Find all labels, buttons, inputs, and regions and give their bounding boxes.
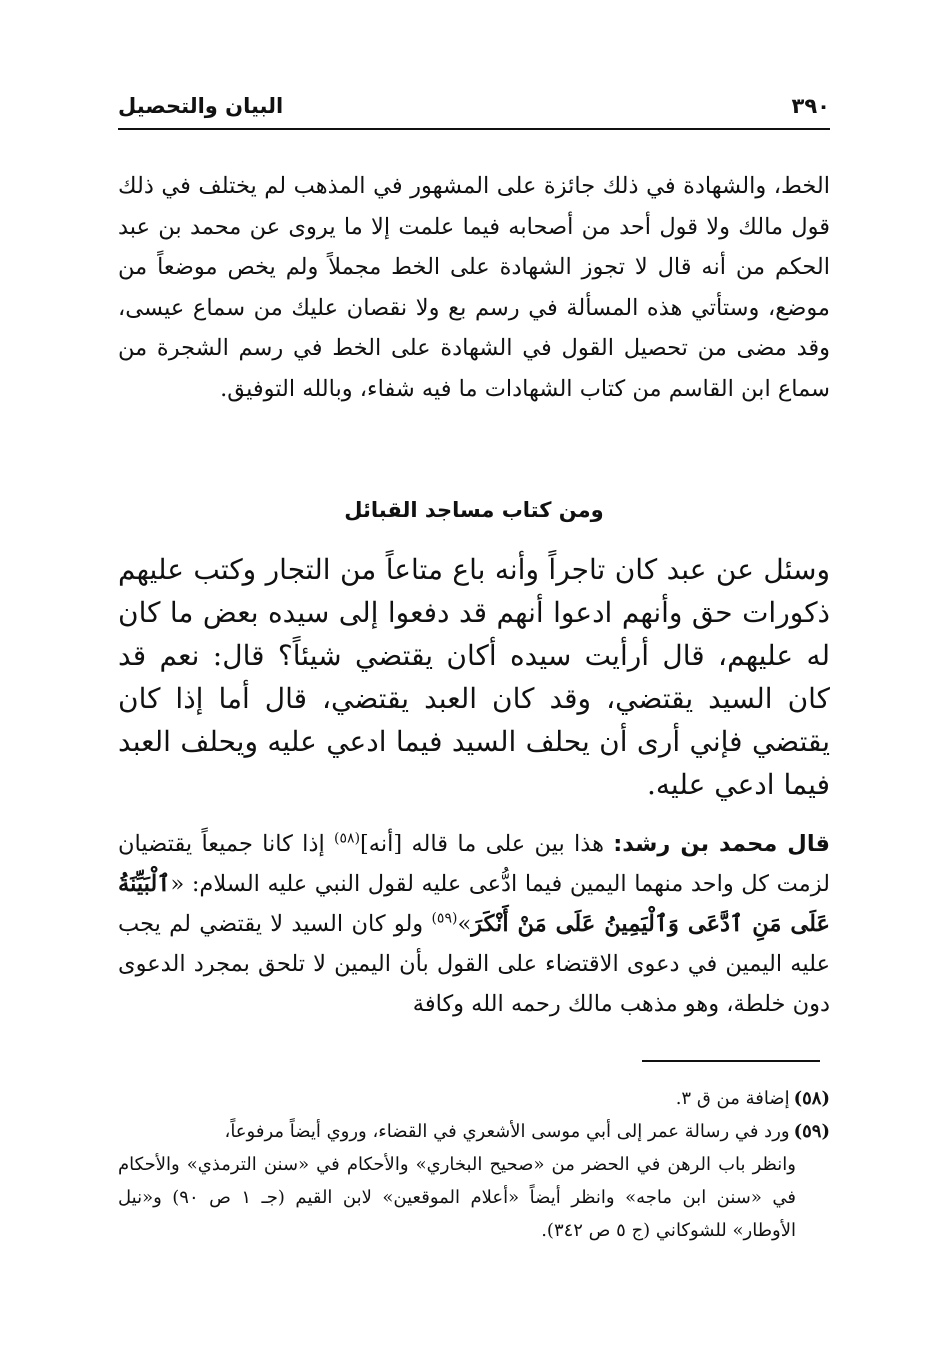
section-heading: ومن كتاب مساجد القبائل <box>344 498 604 522</box>
commentary-text-a: هذا بين على ما قاله [أنه] <box>360 831 614 857</box>
commentary-text-b: إذا كانا جميعاً يقتضيان لزمت كل واحد منهما اليمين فيما ادُّعى عليه لقول النبي عليه السلام: « <box>118 831 830 897</box>
page-number: ٣٩٠ <box>791 94 830 118</box>
paragraph-question: وسئل عن عبد كان تاجراً وأنه باع متاعاً من التجار وكتب عليهم ذكورات حق وأنهم ادعوا أنهم قد دفعوا إلى سيده بعض ما كان له عليهم، قال أرأيت سيده أكان يقتضي شيئاً؟ قال: نعم قد كان السيد يقتضي، وقد كان العبد يقتضي، قال أما إذا كان يقتضي فإني أرى أن يحلف السيد فيما ادعي عليه ويحلف العبد فيما ادعي عليه. <box>118 553 830 801</box>
footnote-text: ورد في رسالة عمر إلى أبي موسى الأشعري في القضاء، وروي أيضاً مرفوعاً، <box>224 1121 790 1142</box>
paragraph-opening: الخط، والشهادة في ذلك جائزة على المشهور في المذهب لم يختلف في ذلك قول مالك ولا قول أحد من أصحابه فيما علمت إلا ما يروى عن محمد بن عبد الحكم من أنه قال لا تجوز الشهادة على الخط مجملاً ولم يخص موضعاً من موضع، وستأتي هذه المسألة في رسم بع ولا نقصان عليك من سماع عيسى، وقد مضى من تحصيل القول في الشهادة على الخط في رسم الشجرة من سماع ابن القاسم من كتاب الشهادات ما فيه شفاء، وبالله التوفيق. <box>118 173 830 402</box>
footnotes <box>118 1082 830 1247</box>
footnote-ref-58[interactable]: (٥٨) <box>334 830 361 847</box>
running-title: البيان والتحصيل <box>118 94 284 118</box>
paragraph-commentary <box>118 824 830 1024</box>
footnote-text: إضافة من ق ٣. <box>675 1088 790 1109</box>
footnote-ref-59[interactable]: (٥٩) <box>431 910 458 927</box>
commentary-lead: قال محمد بن رشد: <box>613 831 830 857</box>
footnote-number: (٥٩) <box>793 1121 830 1142</box>
footnote-divider <box>642 1060 820 1062</box>
commentary-text-d: ولو كان السيد لا يقتضي لم يجب عليه اليمين في دعوى الاقتضاء على القول بأن اليمين لا تلحق بمجرد الدعوى دون خلطة، وهو مذهب مالك رحمه الله وكافة <box>118 911 830 1017</box>
footnote-58 <box>118 1082 830 1115</box>
running-header <box>118 92 830 130</box>
footnote-number: (٥٨) <box>793 1088 830 1109</box>
footnote-continuation: وانظر باب الرهن في الحضر من «صحيح البخاري» والأحكام في «سنن الترمذي» والأحكام في «سنن ابن ماجه» وانظر أيضاً «أعلام الموقعين» لابن القيم (جـ ١ ص ٩٠) و«نيل الأوطار» للشوكاني (ج ٥ ص ٣٤٢). <box>118 1154 796 1241</box>
commentary-quote-close: » <box>457 911 472 937</box>
footnote-59 <box>118 1115 830 1247</box>
hadith-quote: ٱلْبَيِّنَةُ عَلَى مَنِ ٱدَّعَى وَٱلْيَمِينُ عَلَى مَنْ أَنْكَرَ <box>118 871 830 937</box>
